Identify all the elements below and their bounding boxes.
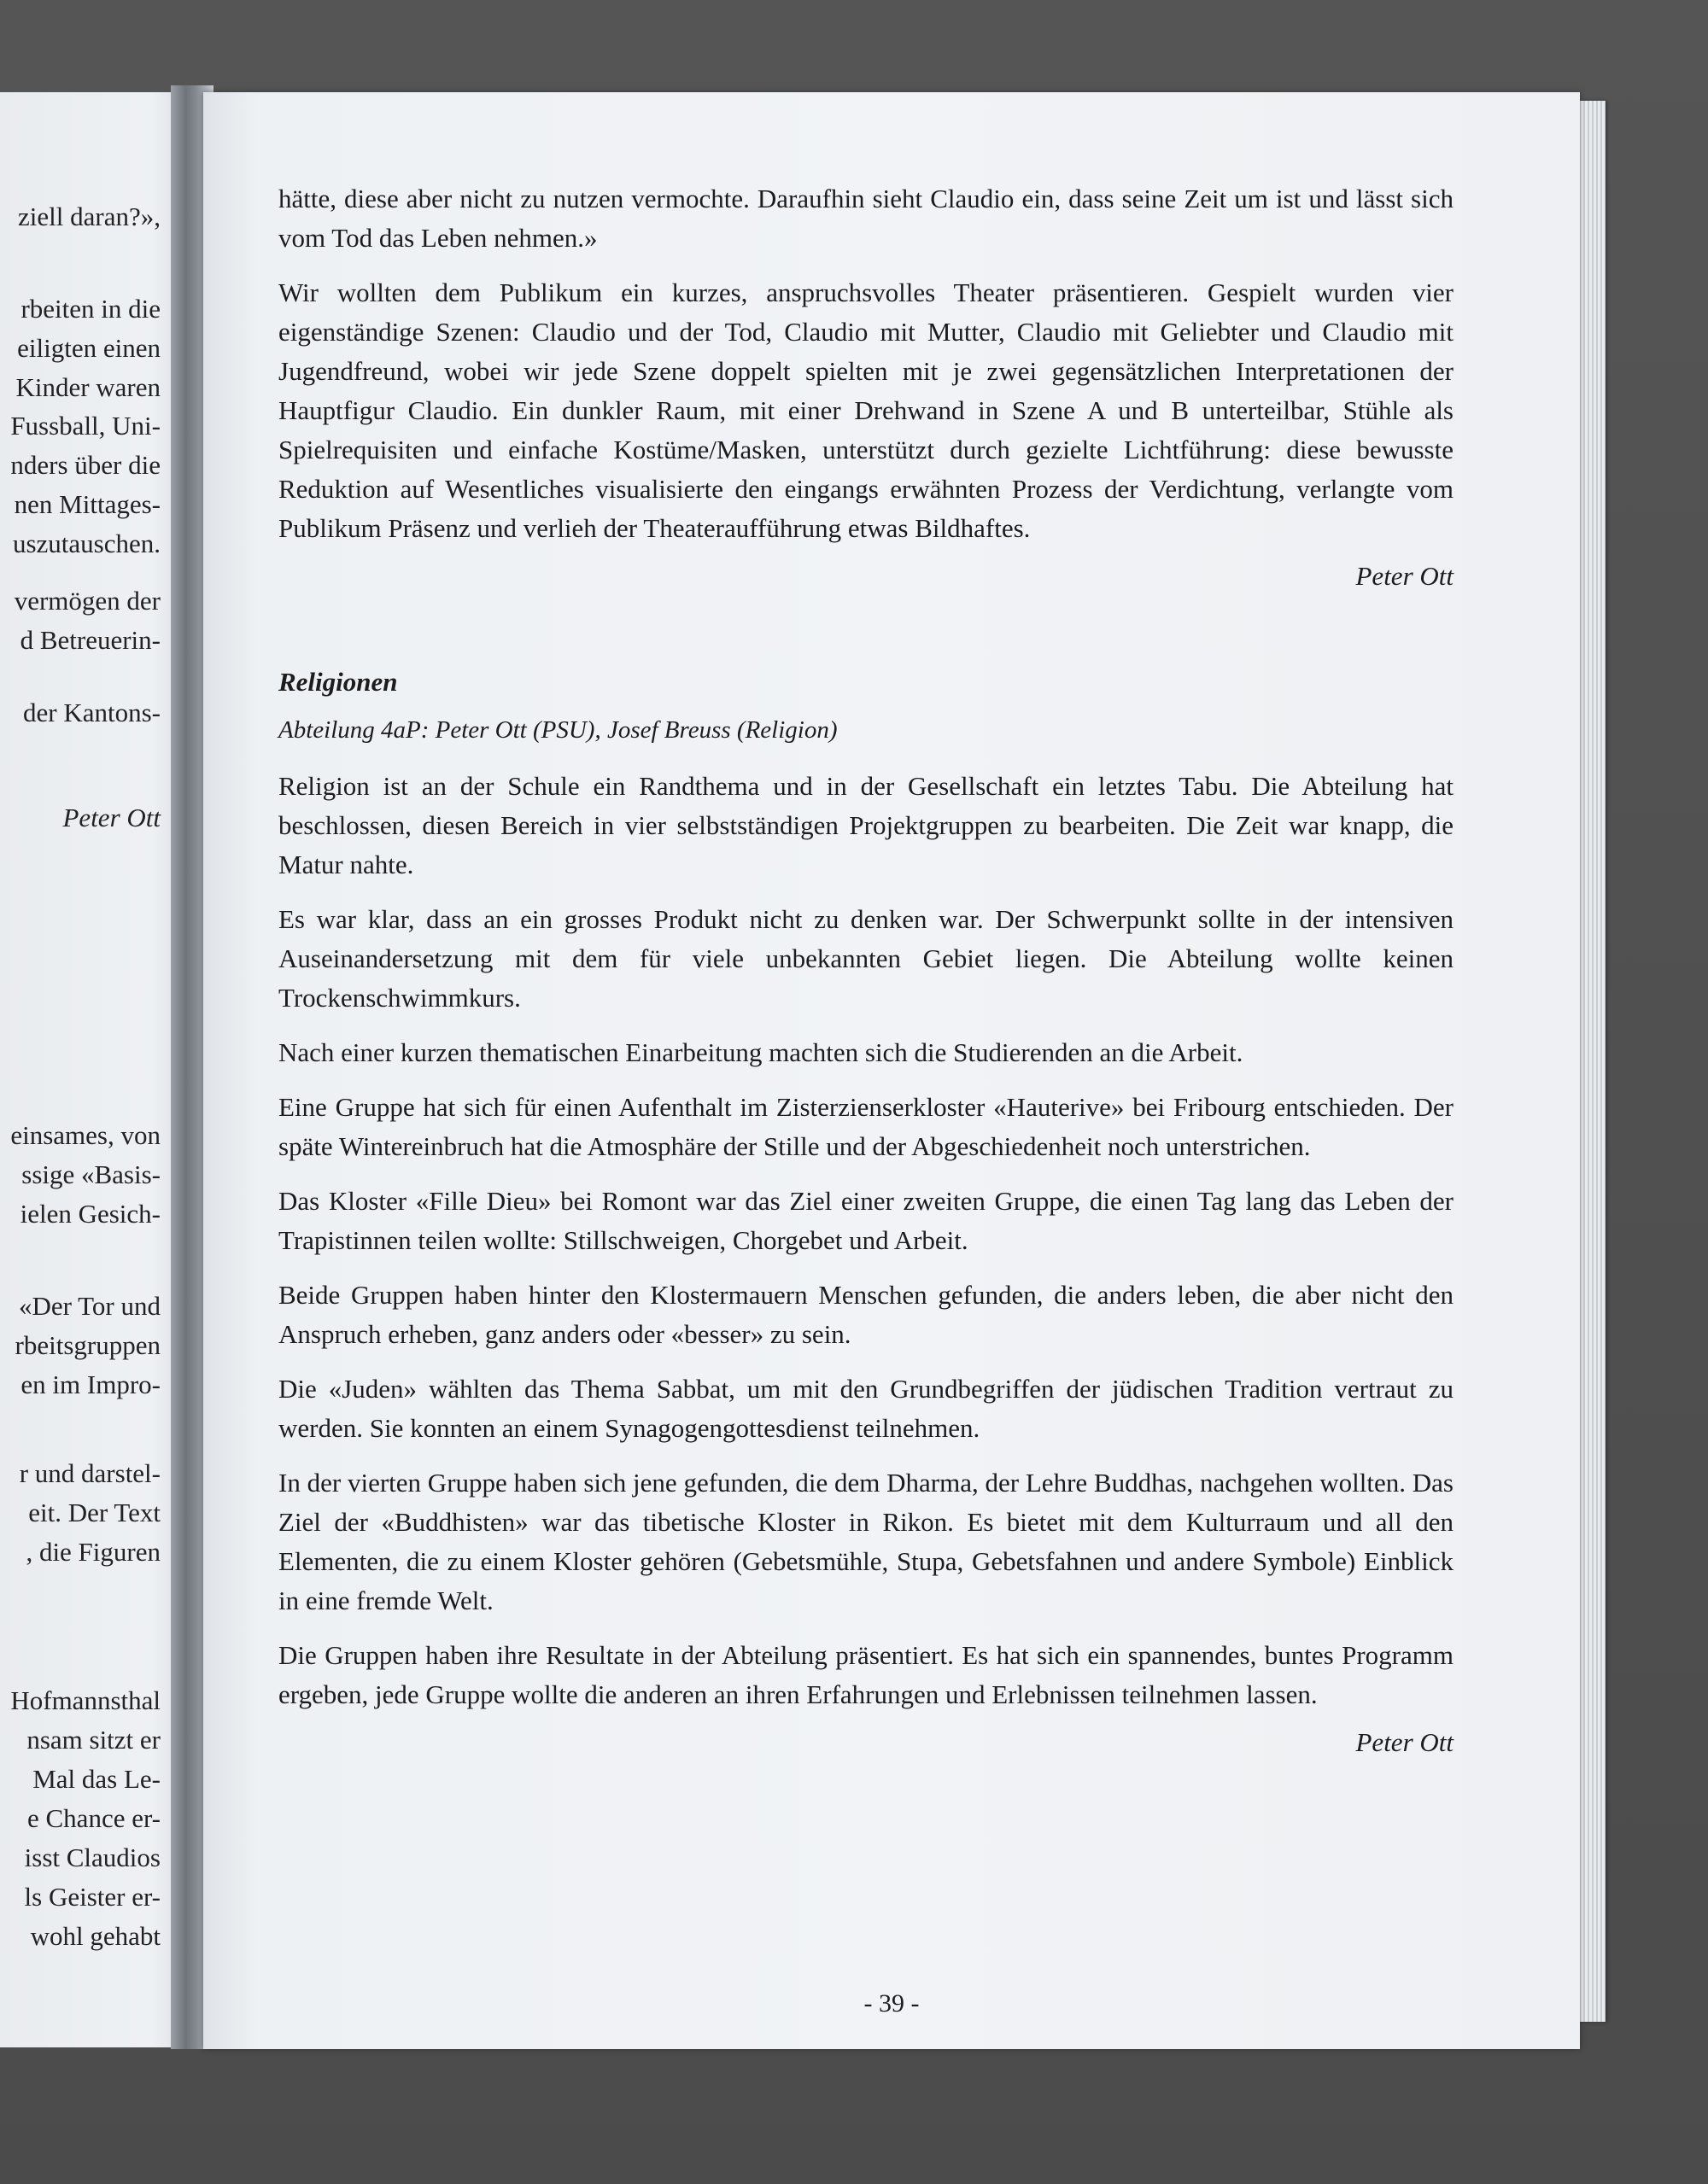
left-fragment: ziell daran?», [18,201,161,231]
left-fragment: ssige «Basis- [21,1159,161,1189]
left-fragment: rbeitsgruppen [15,1330,161,1360]
left-fragment: einsames, von [10,1120,161,1150]
left-fragment: rbeiten in die [20,294,161,324]
author-signature: Peter Ott [1355,561,1454,591]
intro-paragraph: hätte, diese aber nicht zu nutzen vermochte. Daraufhin sieht Claudio ein, dass seine Zeit um ist und lässt sich vom Tod das Leben nehmen.» [278,184,1454,253]
left-fragment: d Betreuerin- [20,625,161,655]
left-fragment: nders über die [10,450,161,480]
left-fragment: ls Geister er- [24,1882,161,1912]
left-fragment: ielen Gesich- [20,1199,161,1229]
body-paragraph: Nach einer kurzen thematischen Einarbeitung machten sich die Studierenden an die Arbeit. [278,1037,1243,1067]
theater-paragraph: Wir wollten dem Publikum ein kurzes, anspruchsvolles Theater präsentieren. Gespielt wurden vier eigenständige Szenen: Claudio und der Tod, Claudio mit Mutter, Claudio mit Geliebter und Claudio mit Jugendfreund, wobei wir jede Szene doppelt spielten mit je zwei gegensätzlichen Interpretationen der Hauptfigur Claudio. Ein dunkler Raum, mit einer Drehwand in Szene A und B unterteilbar, Stühle als Spielrequisiten und einfache Kostüme/Masken, unterstützt durch gezielte Lichtführung: diese bewusste Reduktion auf Wesentliches visualisierte den eingangs erwähnten Prozess der Verdichtung, verlangte vom Publikum Präsenz und verlieh der Theateraufführung etwas Bildhaftes. [278,277,1454,543]
left-fragment-signature: Peter Ott [62,803,161,832]
department-line: Abteilung 4aP: Peter Ott (PSU), Josef Breuss (Religion) [278,716,838,744]
body-paragraph: Religion ist an der Schule ein Randthema und in der Gesellschaft ein letztes Tabu. Die Abteilung hat beschlossen, diesen Bereich in vier selbstständigen Projektgruppen zu bearbeiten. Die Zeit war knapp, die Matur nahte. [278,771,1454,879]
body-paragraph: Das Kloster «Fille Dieu» bei Romont war das Ziel einer zweiten Gruppe, die einen Tag lang das Leben der Trapistinnen teilen wollte: Stillschweigen, Chorgebet und Arbeit. [278,1186,1454,1255]
left-fragment: en im Impro- [20,1369,161,1399]
section-title: Religionen [278,667,398,697]
left-fragment: vermögen der [14,586,161,616]
author-signature: Peter Ott [1355,1727,1454,1757]
left-fragment: , die Figuren [26,1537,161,1567]
left-fragment: Hofmannsthal [10,1685,161,1715]
left-fragment: uszutauschen. [12,528,161,558]
body-paragraph: Die Gruppen haben ihre Resultate in der Abteilung präsentiert. Es hat sich ein spannendes, buntes Programm ergeben, jede Gruppe wollte die anderen an ihren Erfahrungen und Erlebnissen teilnehmen lassen. [278,1640,1454,1709]
body-paragraph: In der vierten Gruppe haben sich jene gefunden, die dem Dharma, der Lehre Buddhas, nachgehen wollten. Das Ziel der «Buddhisten» war das tibetische Kloster in Rikon. Es bietet mit dem Kulturraum und all den Elementen, die zu einem Kloster gehören (Gebetsmühle, Stupa, Gebetsfahnen und andere Symbole) Einblick in eine fremde Welt. [278,1468,1454,1615]
body-paragraph: Beide Gruppen haben hinter den Klostermauern Menschen gefunden, die anders leben, die aber nicht den Anspruch erheben, ganz anders oder «besser» zu sein. [278,1280,1454,1349]
left-fragment: e Chance er- [27,1803,161,1833]
left-fragment: r und darstel- [19,1458,161,1488]
left-fragment: Mal das Le- [32,1764,161,1794]
left-fragment: Kinder waren [15,372,161,402]
left-fragment: «Der Tor und [18,1291,161,1321]
body-paragraph: Die «Juden» wählten das Thema Sabbat, um mit den Grundbegriffen der jüdischen Tradition vertraut zu werden. Sie konnten an einem Synagogengottesdienst teilnehmen. [278,1374,1454,1443]
left-fragment: der Kantons- [23,698,161,727]
facing-page-left [0,92,190,2047]
body-paragraph: Eine Gruppe hat sich für einen Aufenthalt im Zisterzienserkloster «Hauterive» bei Fribourg entschieden. Der späte Wintereinbruch hat die Atmosphäre der Stille und der Abgeschiedenheit noch unterstrichen. [278,1092,1454,1161]
left-fragment: nsam sitzt er [26,1725,161,1755]
left-fragment: nen Mittages- [14,489,161,519]
left-fragment: eit. Der Text [28,1498,161,1527]
left-fragment: Fussball, Uni- [10,411,161,441]
body-paragraph: Es war klar, dass an ein grosses Produkt nicht zu denken war. Der Schwerpunkt sollte in der intensiven Auseinandersetzung mit dem für viele unbekannten Gebiet liegen. Die Abteilung wollte keinen Trockenschwimmkurs. [278,904,1454,1013]
page-body [278,179,1454,1778]
left-fragment: isst Claudios [24,1842,161,1872]
document-page [203,92,1580,2049]
page-number: - 39 - [863,1989,920,2018]
left-fragment: wohl gehabt [30,1921,161,1951]
left-fragment: eiligten einen [17,333,161,363]
